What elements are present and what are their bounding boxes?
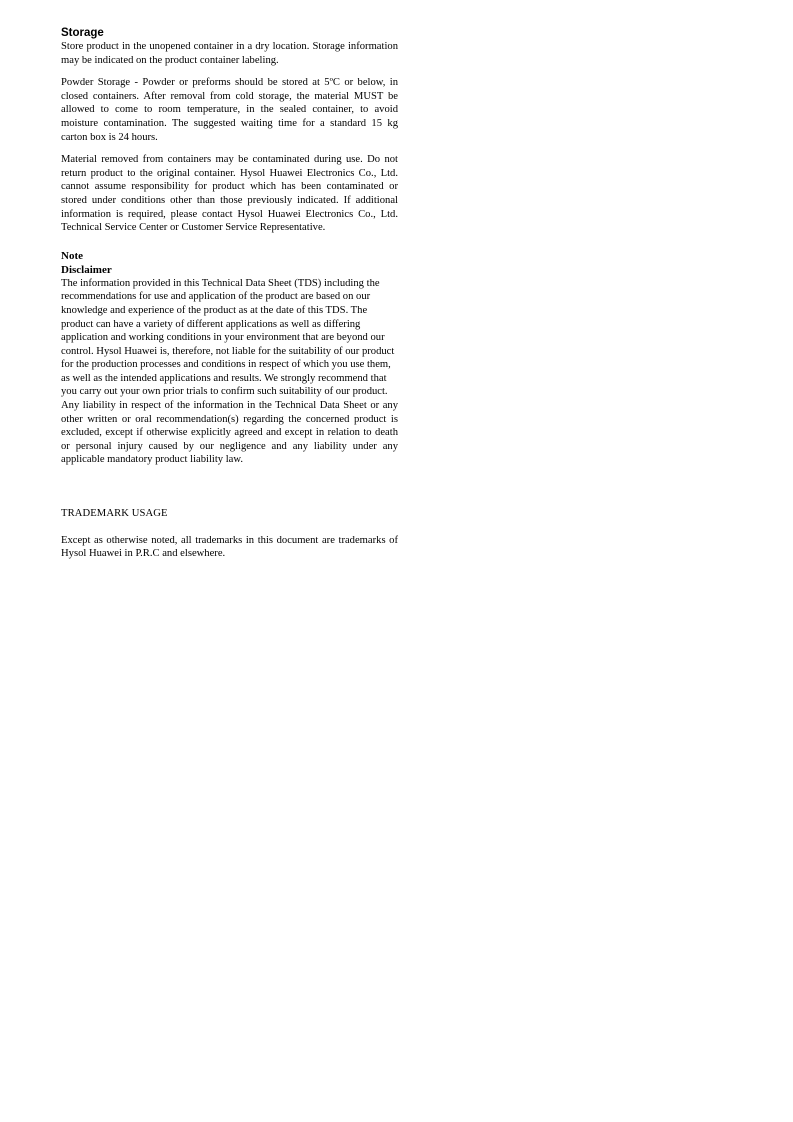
spacer — [61, 235, 398, 249]
spacer — [61, 521, 398, 534]
storage-paragraph-1: Store product in the unopened container in a dry location. Storage information may be indicated on the product container labeling. — [61, 41, 398, 66]
storage-paragraph-3: Material removed from containers may be contaminated during use. Do not return product to the original container. Hysol Huawei Electronics Co., Ltd. cannot assume responsibility for product which has been contaminated or stored under conditions other than those previously indicated. If additional information is required, please contact Hysol Huawei Electronics Co., Ltd. Technical Service Center or Customer Service Representative. — [61, 154, 398, 234]
spacer — [61, 144, 398, 153]
disclaimer-heading: Disclaimer — [61, 263, 112, 276]
spacer — [61, 67, 398, 76]
liability-paragraph: Any liability in respect of the information in the Technical Data Sheet or any other written or oral recommendation(s) regarding the concerned product is excluded, except if otherwise explicitly agreed and except in relation to death or personal injury caused by our negligence and any liability under any applicable mandatory product liability law. — [61, 400, 398, 466]
document-column — [61, 26, 398, 561]
trademark-paragraph: Except as otherwise noted, all trademarks in this document are trademarks of Hysol Huawei in P.R.C and elsewhere. — [61, 534, 398, 560]
disclaimer-paragraph: The information provided in this Technical Data Sheet (TDS) including the recommendations for use and application of the product are based on our knowledge and experience of the product as at the date of this TDS. The product can have a variety of different applications as well as differing application and working conditions in your environment that are beyond our control. Hysol Huawei is, therefore, not liable for the suitability of our product for the production processes and conditions in respect of which you use them, as well as the intended applications and results. We strongly recommend that you carry out your own prior trials to confirm such suitability of our product. — [61, 277, 395, 398]
trademark-heading: TRADEMARK USAGE — [61, 508, 168, 520]
storage-paragraph-2: Powder Storage - Powder or preforms should be stored at 5ºC or below, in closed containers. After removal from cold storage, the material MUST be allowed to come to room temperature, in the sealed container, to avoid moisture contamination. The suggested waiting time for a standard 15 kg carton box is 24 hours. — [61, 77, 398, 143]
spacer — [61, 467, 398, 507]
note-heading: Note — [61, 249, 83, 262]
storage-heading: Storage — [61, 27, 104, 39]
